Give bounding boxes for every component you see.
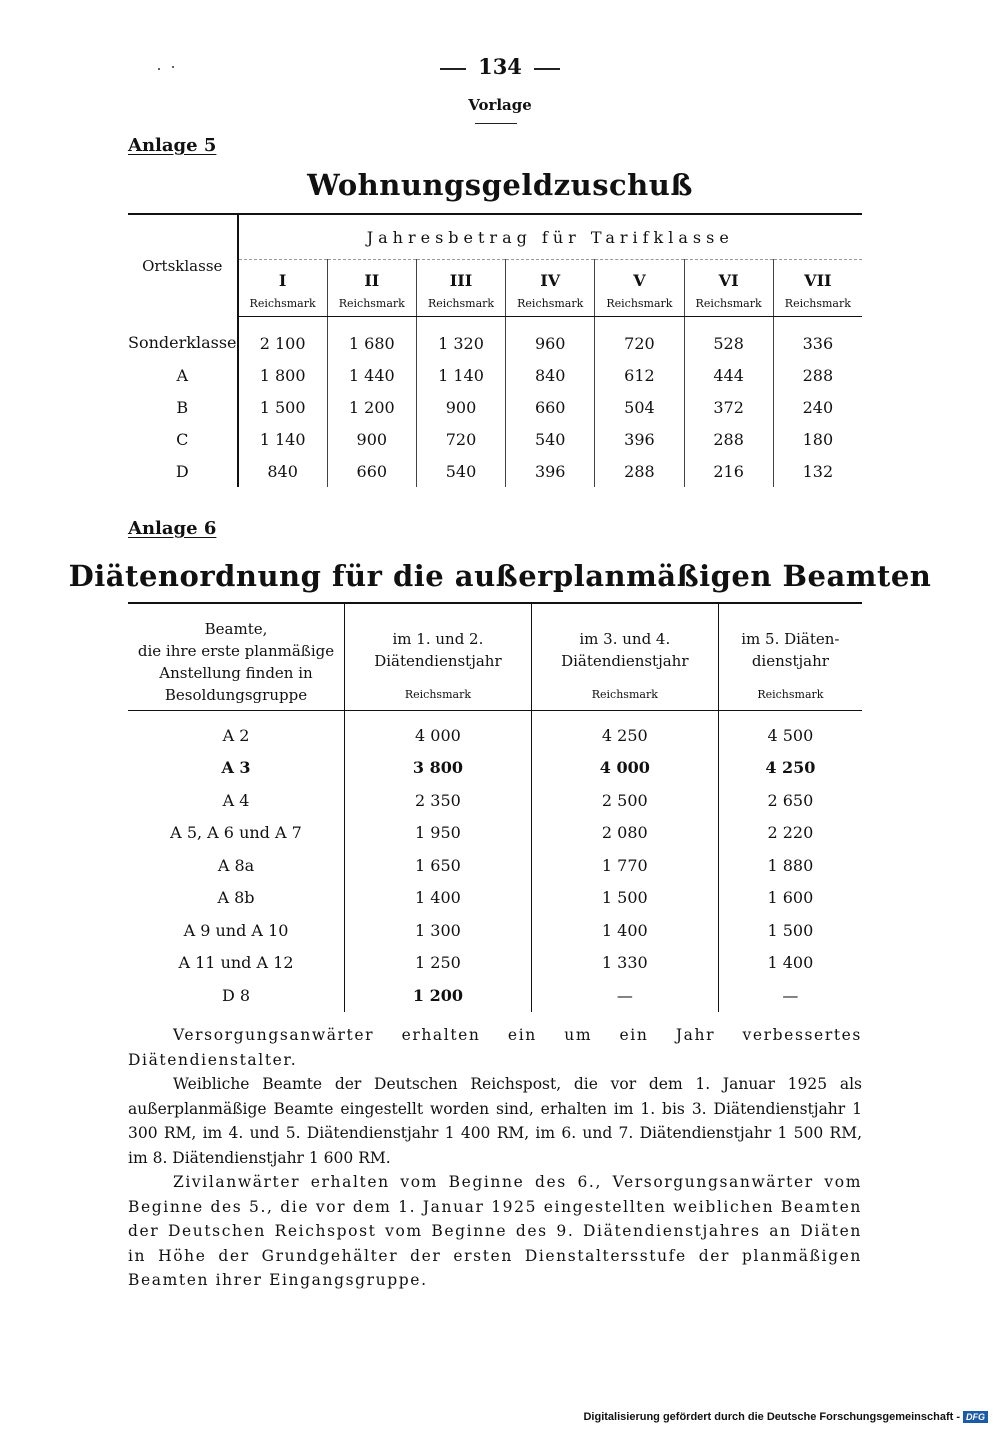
value-cell: 1 400	[531, 914, 718, 947]
ortsklasse-cell: D	[128, 455, 238, 487]
class-header: VII	[773, 260, 862, 291]
class-header: I	[278, 271, 287, 290]
value-cell: 1 950	[345, 817, 532, 850]
tarifklasse-header: Jahresbetrag für Tarifklasse	[238, 214, 863, 260]
anlage5-title: Wohnungsgeldzuschuß	[307, 168, 693, 202]
value-cell: 1 250	[345, 947, 532, 980]
value-cell: 4 250	[718, 752, 862, 785]
unit-label: Reichsmark	[238, 290, 328, 317]
unit-label: Reichsmark	[773, 290, 862, 317]
scan-speck	[172, 66, 174, 68]
header-line: dienstjahr	[751, 652, 829, 670]
diaeten-year-1-2-header	[345, 603, 532, 711]
class-header: II	[327, 260, 416, 291]
dfg-logo: DFG	[963, 1411, 988, 1423]
table-row	[128, 423, 862, 455]
besoldungsgruppe-cell: A 2	[222, 725, 250, 745]
diaeten-year-5-header	[718, 603, 862, 711]
value-cell: 1 400	[718, 947, 862, 980]
value-cell: 288	[595, 455, 684, 487]
value-cell: 1 140	[416, 359, 505, 391]
value-cell: 2 100	[259, 333, 306, 353]
ortsklasse-cell: Sonderklasse	[128, 317, 238, 360]
table-row	[128, 784, 862, 817]
value-cell: 720	[595, 317, 684, 360]
header-line: Diätendienstjahr	[374, 652, 502, 670]
table-row	[128, 979, 862, 1012]
value-cell: 288	[773, 359, 862, 391]
anlage5-label: Anlage 5	[128, 135, 217, 156]
besoldungsgruppe-cell: A 11 und A 12	[178, 953, 294, 973]
value-cell: 1 500	[531, 882, 718, 915]
class-header: V	[595, 260, 684, 291]
ortsklasse-cell: C	[128, 423, 238, 455]
note-paragraph: Versorgungsanwärter erhalten ein um ein Jahr verbessertes Diätendienstalter.	[128, 1026, 862, 1069]
table-row	[128, 947, 862, 980]
anlage6-title: Diätenordnung für die außerplanmäßigen Beamten	[68, 559, 932, 593]
unit-label: Reichsmark	[506, 290, 595, 317]
value-cell: 720	[416, 423, 505, 455]
value-cell: 540	[506, 423, 595, 455]
digitization-footer	[583, 1411, 988, 1423]
class-header: III	[416, 260, 505, 291]
value-cell: 396	[595, 423, 684, 455]
value-cell: 4 000	[531, 752, 718, 785]
table-row	[128, 752, 862, 785]
ortsklasse-cell: B	[128, 391, 238, 423]
table-row	[128, 317, 862, 360]
value-cell: 2 080	[531, 817, 718, 850]
value-cell: 2 650	[718, 784, 862, 817]
value-cell: 840	[267, 461, 298, 481]
table-row	[128, 882, 862, 915]
besoldungsgruppe-cell: A 9 und A 10	[183, 920, 289, 940]
class-header: VI	[684, 260, 773, 291]
value-cell: 1 600	[718, 882, 862, 915]
header-line: im 3. und 4.	[579, 630, 671, 648]
value-cell: 444	[684, 359, 773, 391]
header-line: Anstellung finden in	[159, 664, 313, 682]
value-cell: —	[531, 979, 718, 1012]
value-cell: 4 500	[718, 711, 862, 752]
value-cell: 960	[506, 317, 595, 360]
value-cell: 660	[506, 391, 595, 423]
header-line: im 5. Diäten-	[741, 630, 840, 648]
table-row	[128, 849, 862, 882]
besoldungsgruppe-cell: A 3	[221, 758, 251, 778]
page-number: 134	[0, 54, 1000, 79]
value-cell: 2 220	[718, 817, 862, 850]
header-line: Besoldungsgruppe	[164, 686, 308, 704]
value-cell: 660	[327, 455, 416, 487]
value-cell: 216	[684, 455, 773, 487]
value-cell: 1 800	[259, 365, 306, 385]
value-cell: 396	[506, 455, 595, 487]
table-row	[128, 455, 862, 487]
unit-label: Reichsmark	[591, 688, 658, 701]
value-cell: 132	[773, 455, 862, 487]
housing-allowance-table	[128, 213, 862, 487]
besoldungsgruppe-cell: A 5, A 6 und A 7	[170, 823, 302, 843]
anlage6-label: Anlage 6	[128, 518, 217, 539]
table-row	[128, 914, 862, 947]
value-cell: 4 000	[345, 711, 532, 752]
value-cell: 1 140	[259, 429, 306, 449]
table-row	[128, 711, 862, 752]
diaeten-table	[128, 602, 862, 1012]
value-cell: 1 200	[327, 391, 416, 423]
table-row	[128, 391, 862, 423]
ortsklasse-cell: A	[128, 359, 238, 391]
besoldungsgruppe-cell: A 8a	[217, 855, 255, 875]
value-cell: 1 680	[327, 317, 416, 360]
header-line: die ihre erste planmäßige	[137, 642, 335, 660]
unit-label: Reichsmark	[404, 688, 471, 701]
value-cell: 1 500	[259, 397, 306, 417]
ortsklasse-header: Ortsklasse	[128, 214, 238, 317]
besoldungsgruppe-cell: A 8b	[217, 888, 255, 908]
value-cell: 1 200	[345, 979, 532, 1012]
besoldungsgruppe-cell: A 4	[222, 790, 250, 810]
value-cell: 900	[327, 423, 416, 455]
value-cell: 900	[416, 391, 505, 423]
besoldungsgruppe-cell: D 8	[221, 985, 251, 1005]
value-cell: 528	[684, 317, 773, 360]
table-row	[128, 817, 862, 850]
value-cell: 1 330	[531, 947, 718, 980]
value-cell: 1 880	[718, 849, 862, 882]
unit-label: Reichsmark	[757, 688, 824, 701]
value-cell: 840	[506, 359, 595, 391]
note-paragraph: Zivilanwärter erhalten vom Beginne des 6., Versorgungsanwärter vom Beginne des 5., die vor dem 1. Januar 1925 eingestellten weiblichen Beamten der Deutschen Reichspost vom Beginne des 9. Diätendienstjahres an Diäten in Höhe der Grundgehälter der ersten Dienstaltersstufe der planmäßigen Beamten ihrer Eingangsgruppe.	[128, 1173, 862, 1289]
subtitle-rule	[475, 123, 517, 124]
value-cell: 4 250	[531, 711, 718, 752]
unit-label: Reichsmark	[595, 290, 684, 317]
value-cell: —	[718, 979, 862, 1012]
footer-text: Digitalisierung gefördert durch die Deutsche Forschungsgemeinschaft -	[583, 1411, 960, 1423]
header-line: Diätendienstjahr	[561, 652, 689, 670]
note-paragraph: Weibliche Beamte der Deutschen Reichspost, die vor dem 1. Januar 1925 als außerplanmäßige Beamte eingestellt worden sind, erhalten im 1. bis 3. Diätendienstjahr 1 300 RM, im 4. und 5. Diätendienstjahr 1 400 RM, im 6. und 7. Diätendienstjahr 1 500 RM, im 8. Diätendienstjahr 1 600 RM.	[128, 1075, 862, 1167]
value-cell: 288	[684, 423, 773, 455]
notes-section	[128, 1023, 862, 1293]
class-header: IV	[506, 260, 595, 291]
table-row	[128, 359, 862, 391]
header-line: Beamte,	[204, 620, 268, 638]
value-cell: 372	[684, 391, 773, 423]
value-cell: 3 800	[345, 752, 532, 785]
value-cell: 1 320	[416, 317, 505, 360]
document-subtitle: Vorlage	[468, 96, 532, 114]
besoldungsgruppe-header	[128, 603, 345, 711]
value-cell: 540	[416, 455, 505, 487]
value-cell: 504	[595, 391, 684, 423]
value-cell: 1 400	[345, 882, 532, 915]
value-cell: 1 440	[327, 359, 416, 391]
scan-speck	[158, 68, 160, 70]
value-cell: 2 350	[345, 784, 532, 817]
header-line: im 1. und 2.	[392, 630, 484, 648]
value-cell: 612	[595, 359, 684, 391]
value-cell: 2 500	[531, 784, 718, 817]
value-cell: 240	[773, 391, 862, 423]
unit-label: Reichsmark	[416, 290, 505, 317]
value-cell: 1 650	[345, 849, 532, 882]
unit-label: Reichsmark	[327, 290, 416, 317]
value-cell: 1 500	[718, 914, 862, 947]
unit-label: Reichsmark	[684, 290, 773, 317]
value-cell: 336	[773, 317, 862, 360]
diaeten-year-3-4-header	[531, 603, 718, 711]
value-cell: 180	[773, 423, 862, 455]
value-cell: 1 300	[345, 914, 532, 947]
value-cell: 1 770	[531, 849, 718, 882]
